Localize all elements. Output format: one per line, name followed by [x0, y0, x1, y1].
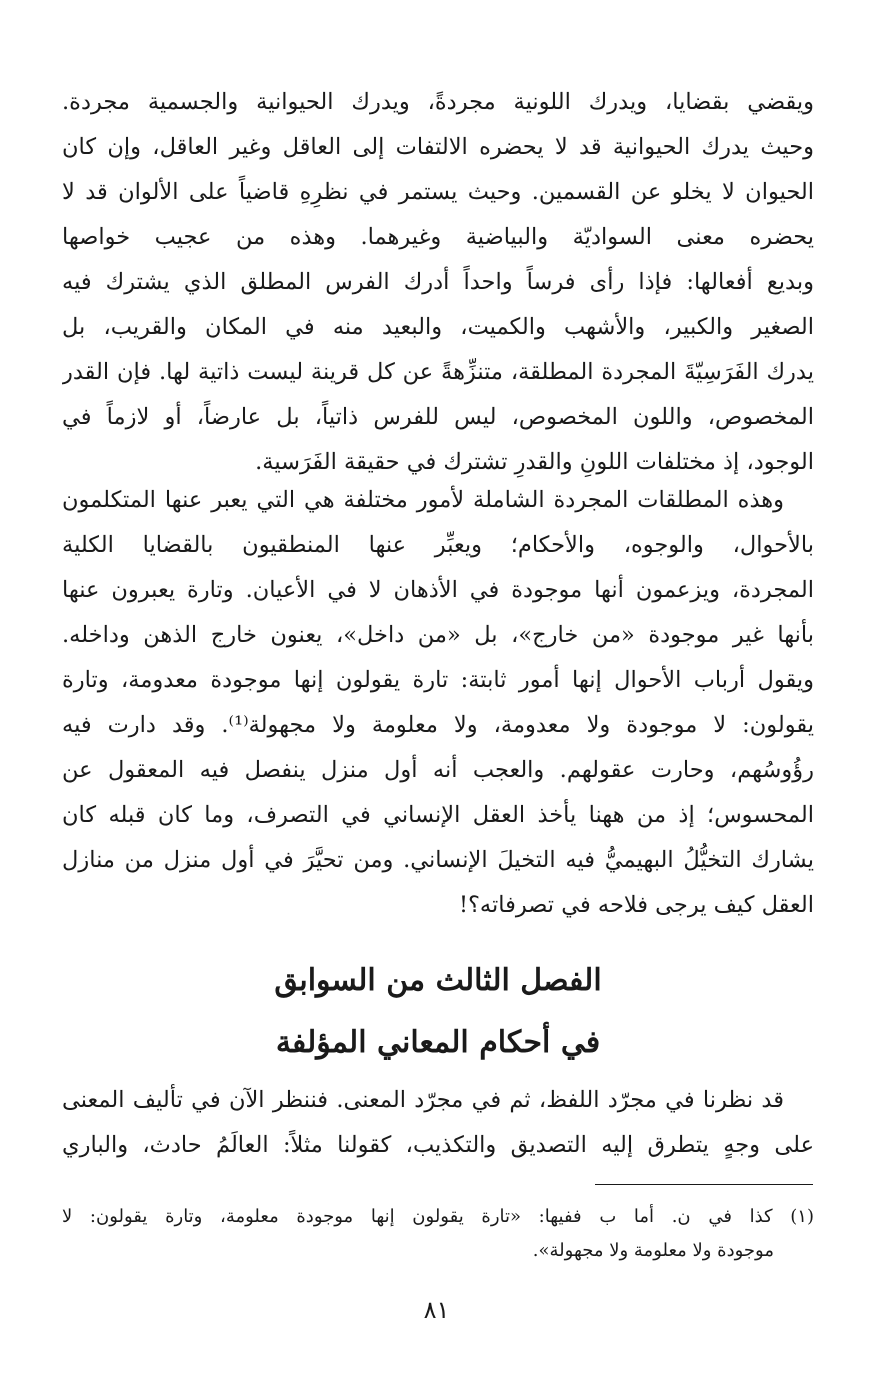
text-line: وهذه المطلقات المجردة الشاملة لأمور مختلفة هي التي يعبر عنها المتكلمون [62, 487, 784, 513]
paragraph-3 [62, 1078, 814, 1168]
text-line: ويقول أرباب الأحوال إنها أمور ثابتة: تارة يقولون إنها موجودة معدومة، وتارة [62, 667, 814, 693]
text-line: المجردة، ويزعمون أنها موجودة في الأذهان لا في الأعيان. وتارة يعبرون عنها [62, 577, 814, 603]
chapter-title: الفصل الثالث من السوابق [274, 963, 602, 998]
text-line: المحسوس؛ إذ من ههنا يأخذ العقل الإنساني في التصرف، وما كان قبله كان [62, 802, 814, 828]
paragraph-2 [62, 478, 814, 928]
paragraph-1 [62, 80, 814, 485]
text-line: يدرك الفَرَسِيّةَ المجردة المطلقة، متنزِّهةً عن كل قرينة ليست ذاتية لها. فإن القدر [62, 359, 814, 385]
text-line: الصغير والكبير، والأشهب والكميت، والبعيد منه في المكان والقريب، بل [62, 314, 814, 340]
text-line: وبديع أفعالها: فإذا رأى فرساً واحداً أدرك الفرس المطلق الذي يشترك فيه [62, 269, 814, 295]
text-line: يحضره معنى السواديّة والبياضية وغيرهما. وهذه من عجيب خواصها [62, 224, 814, 250]
footnote-line: موجودة ولا معلومة ولا مجهولة». [532, 1240, 774, 1261]
footnote [62, 1200, 814, 1268]
text-line: قد نظرنا في مجرّد اللفظ، ثم في مجرّد المعنى. فننظر الآن في تأليف المعنى [62, 1087, 784, 1113]
text-line: بأنها غير موجودة «من خارج»، بل «من داخل»، يعنون خارج الذهن وداخله. [62, 622, 814, 648]
chapter-subtitle: في أحكام المعاني المؤلفة [275, 1025, 601, 1060]
text-line: العقل كيف يرجى فلاحه في تصرفاته؟! [458, 892, 814, 918]
text-line: يقولون: لا موجودة ولا معدومة، ولا معلومة ولا مجهولة⁽¹⁾. وقد دارت فيه [62, 712, 814, 738]
text-line: على وجهٍ يتطرق إليه التصديق والتكذيب، كقولنا مثلاً: العالَمُ حادث، والباري [62, 1132, 814, 1158]
text-line: وحيث يدرك الحيوانية قد لا يحضره الالتفات إلى العاقل وغير العاقل، وإن كان [62, 134, 814, 160]
text-line: رؤُوسُهم، وحارت عقولهم. والعجب أنه أول منزل ينفصل فيه المعقول عن [62, 757, 814, 783]
text-line: الحيوان لا يخلو عن القسمين. وحيث يستمر في نظرِهِ قاضياً على الألوان قد لا [62, 179, 814, 205]
text-line: الوجود، إذ مختلفات اللونِ والقدرِ تشترك في حقيقة الفَرَسية. [255, 449, 814, 475]
footnote-divider [595, 1184, 813, 1185]
page-number: ٨١ [423, 1296, 450, 1324]
text-line: بالأحوال، والوجوه، والأحكام؛ ويعبِّر عنها المنطقيون بالقضايا الكلية [62, 532, 814, 558]
text-line: المخصوص، واللون المخصوص، ليس للفرس ذاتياً، بل عارضاً، أو لازماً في [62, 404, 814, 430]
footnote-line: (١) كذا في ن. أما ب ففيها: «تارة يقولون إنها موجودة معلومة، وتارة يقولون: لا [62, 1206, 814, 1227]
text-line: يشارك التخيُّلُ البهيميُّ فيه التخيلَ الإنساني. ومن تحيَّرَ في أول منزل من منازل [62, 847, 814, 873]
text-line: ويقضي بقضايا، ويدرك اللونية مجردةً، ويدرك الحيوانية والجسمية مجردة. [62, 89, 814, 115]
